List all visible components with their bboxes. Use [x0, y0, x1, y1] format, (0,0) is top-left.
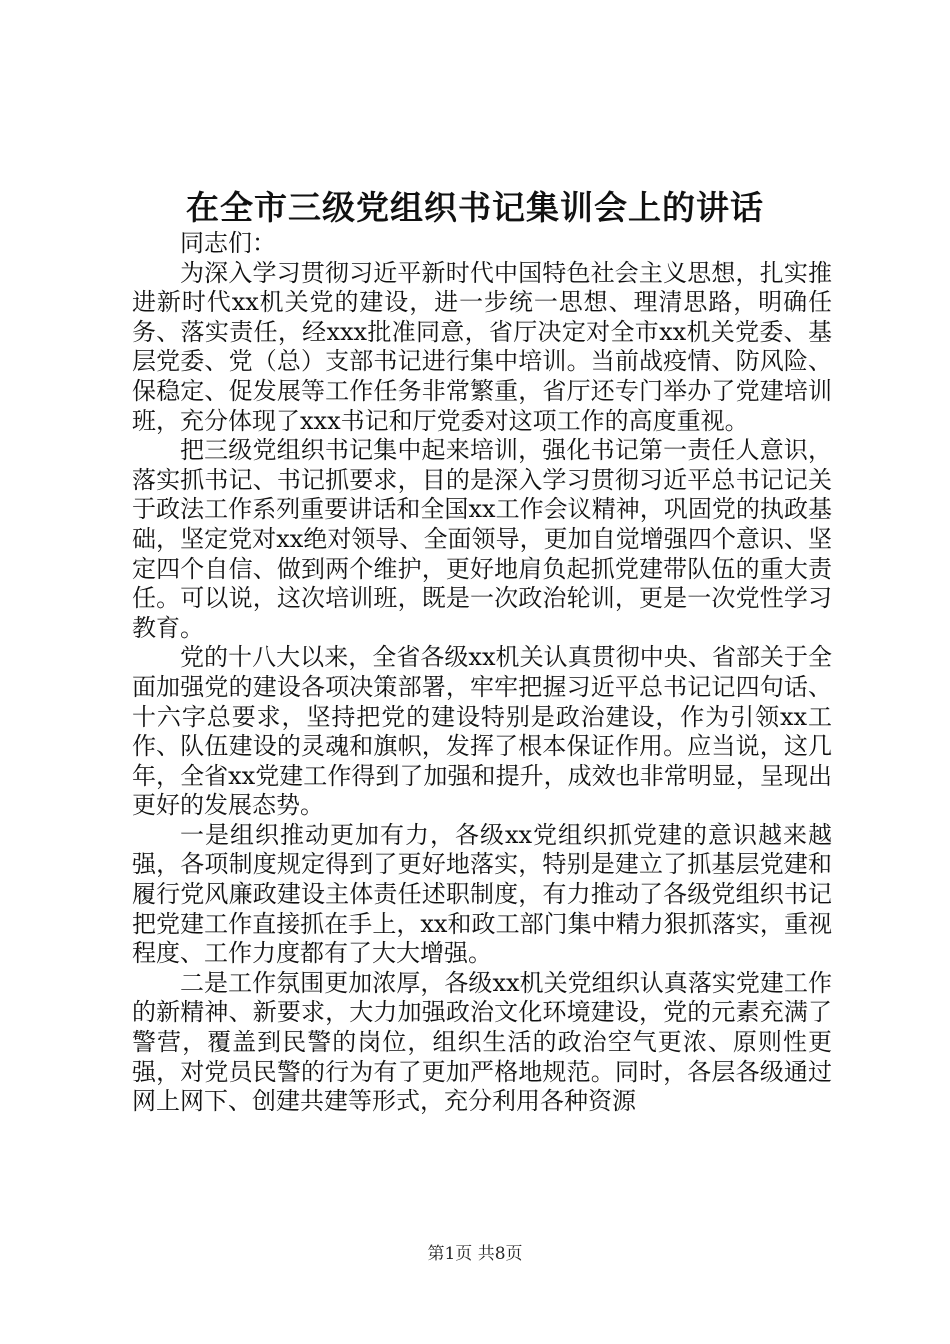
greeting: 同志们： — [180, 229, 276, 257]
paragraph-4: 一是组织推动更加有力，各级xx党组织抓党建的意识越来越强，各项制度规定得到了更好地落实，特别是建立了抓基层党建和履行党风廉政建设主体责任述职制度，有力推动了各级党组织书记把党建工作直接抓在手上，xx和政工部门集中精力狠抓落实，重视程度、工作力度都有了大大增强。 — [132, 820, 832, 968]
page-number-footer: 第1页 共8页 — [427, 1244, 523, 1264]
paragraph-3: 党的十八大以来，全省各级xx机关认真贯彻中央、省部关于全面加强党的建设各项决策部署，牢牢把握习近平总书记记四句话、十六字总要求，坚持把党的建设特别是政治建设，作为引领xx工作、队伍建设的灵魂和旗帜，发挥了根本保证作用。应当说，这几年，全省xx党建工作得到了加强和提升，成效也非常明显，呈现出更好的发展态势。 — [132, 643, 832, 820]
paragraph-1: 为深入学习贯彻习近平新时代中国特色社会主义思想，扎实推进新时代xx机关党的建设，进一步统一思想、理清思路，明确任务、落实责任，经xxx批准同意，省厅决定对全市xx机关党委、基层党委、党（总）支部书记进行集中培训。当前战疫情、防风险、保稳定、促发展等工作任务非常繁重，省厅还专门举办了党建培训班，充分体现了xxx书记和厅党委对这项工作的高度重视。 — [132, 258, 832, 435]
paragraph-2: 把三级党组织书记集中起来培训，强化书记第一责任人意识，落实抓书记、书记抓要求，目的是深入学习贯彻习近平总书记记关于政法工作系列重要讲话和全国xx工作会议精神，巩固党的执政基础，坚定党对xx绝对领导、全面领导，更加自觉增强四个意识、坚定四个自信、做到两个维护，更好地肩负起抓党建带队伍的重大责任。可以说，这次培训班，既是一次政治轮训，更是一次党性学习教育。 — [132, 436, 832, 642]
document-body — [132, 229, 832, 1117]
paragraph-5: 二是工作氛围更加浓厚，各级xx机关党组织认真落实党建工作的新精神、新要求，大力加强政治文化环境建设，党的元素充满了警营，覆盖到民警的岗位，组织生活的政治空气更浓、原则性更强，对党员民警的行为有了更加严格地规范。同时，各层各级通过网上网下、创建共建等形式，充分利用各种资源 — [132, 968, 832, 1116]
document-title: 在全市三级党组织书记集训会上的讲话 — [186, 188, 764, 227]
